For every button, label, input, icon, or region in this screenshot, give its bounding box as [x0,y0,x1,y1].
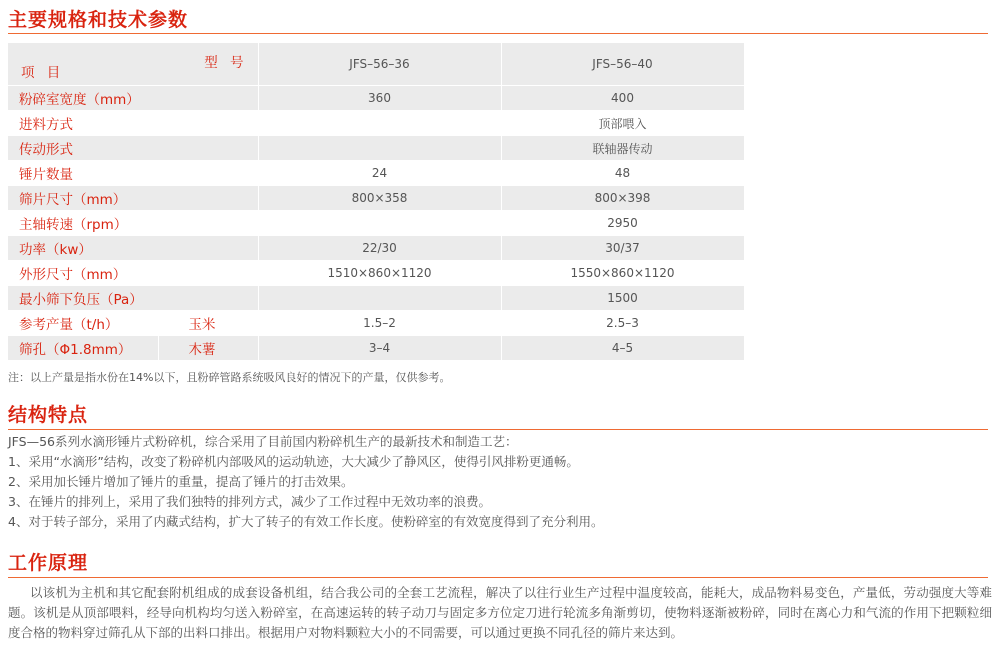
row-value: 800×398 [501,186,744,211]
row-label: 粉碎室宽度（mm） [8,86,258,111]
row-value: 48 [501,161,744,186]
structure-body [8,432,603,532]
principle-text: 以该机为主机和其它配套附机组成的成套设备机组，结合我公司的全套工艺流程，解决了以往行业生产过程中温度较高，能耗大，成品物料易变色，产量低，劳动强度大等难题。该机是从顶部喂料，经导向机构均匀送入粉碎室，在高速运转的转子动刀与固定多方位定刀进行轮流多角渐剪切，使物料逐渐被粉碎，同时在离心力和气流的作用下把颗粒细度合格的物料穿过筛孔从下部的出料口排出。根据用户对物料颗粒大小的不同需要，可以通过更换不同孔径的筛片来达到。 [8,585,992,640]
table-row [8,161,744,186]
row-value: 3–4 [258,336,501,361]
row-value: 1550×860×1120 [501,261,744,286]
table-row [8,336,744,361]
row-sub-label: 木薯 [158,336,258,361]
structure-title-divider [8,429,988,430]
row-value: 2.5–3 [501,311,744,336]
table-row [8,111,744,136]
row-label: 外形尺寸（mm） [8,261,258,286]
row-value [258,211,501,236]
row-value [258,286,501,311]
model-header-2: JFS–56–40 [501,43,744,86]
specs-title-divider [8,33,988,34]
table-row [8,311,744,336]
row-label: 最小筛下负压（Pa） [8,286,258,311]
row-label: 筛片尺寸（mm） [8,186,258,211]
table-row [8,261,744,286]
row-label: 主轴转速（rpm） [8,211,258,236]
row-value [258,111,501,136]
spec-table [8,43,745,361]
row-value: 1510×860×1120 [258,261,501,286]
structure-intro: JFS—56系列水滴形锤片式粉碎机，综合采用了目前国内粉碎机生产的最新技术和制造工艺： [8,434,518,449]
header-corner-cell [8,43,258,86]
principle-title: 工作原理 [8,552,89,574]
model-header-1: JFS–56–36 [258,43,501,86]
row-label: 筛孔（Φ1.8mm） [8,336,158,361]
structure-title: 结构特点 [8,404,89,426]
spec-note: 注：以上产量是指水份在14%以下，且粉碎管路系统吸风良好的情况下的产量，仅供参考。 [8,371,451,384]
table-row [8,86,744,111]
specs-title: 主要规格和技术参数 [8,9,189,31]
row-value: 1500 [501,286,744,311]
table-row [8,136,744,161]
structure-item: 4、对于转子部分，采用了内藏式结构，扩大了转子的有效工作长度。使粉碎室的有效宽度得到了充分利用。 [8,514,604,529]
table-row [8,236,744,261]
row-value: 1.5–2 [258,311,501,336]
model-header-label: 型 号 [204,55,248,71]
row-value: 4–5 [501,336,744,361]
row-value: 800×358 [258,186,501,211]
row-value: 顶部喂入 [501,111,744,136]
row-sub-label: 玉米 [158,311,258,336]
table-header-row [8,43,744,86]
row-value: 22/30 [258,236,501,261]
structure-item: 3、在锤片的排列上，采用了我们独特的排列方式，减少了工作过程中无效功率的浪费。 [8,494,491,509]
row-label: 传动形式 [8,136,258,161]
structure-item: 2、采用加长锤片增加了锤片的重量，提高了锤片的打击效果。 [8,474,354,489]
row-label: 锤片数量 [8,161,258,186]
principle-title-divider [8,577,988,578]
structure-item: 1、采用“水滴形”结构，改变了粉碎机内部吸风的运动轨迹，大大减少了静风区，使得引风排粉更通畅。 [8,454,579,469]
row-label: 进料方式 [8,111,258,136]
table-row [8,286,744,311]
row-value: 2950 [501,211,744,236]
table-row [8,186,744,211]
row-label: 参考产量（t/h） [8,311,158,336]
table-row [8,211,744,236]
row-value: 24 [258,161,501,186]
row-value: 联轴器传动 [501,136,744,161]
row-value: 360 [258,86,501,111]
item-header-label: 项 目 [21,65,65,81]
row-value [258,136,501,161]
row-value: 400 [501,86,744,111]
row-label: 功率（kw） [8,236,258,261]
row-value: 30/37 [501,236,744,261]
